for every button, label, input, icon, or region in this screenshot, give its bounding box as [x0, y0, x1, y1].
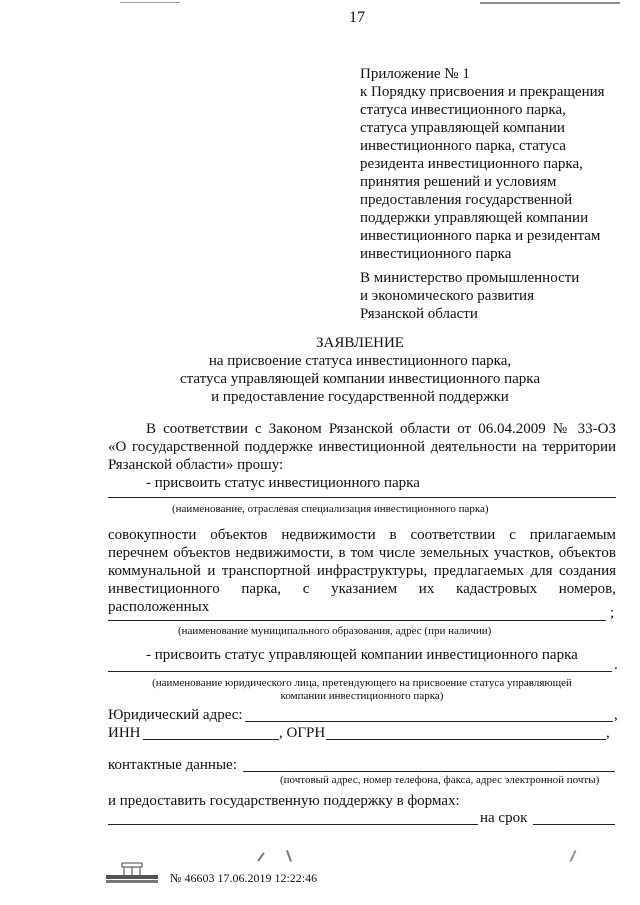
addressee-line: и экономического развития [360, 288, 534, 304]
comma: , [614, 707, 618, 723]
heading-line: и предоставление государственной поддержки [211, 389, 509, 405]
dot: . [614, 657, 618, 673]
contacts-label: контактные данные: [108, 757, 237, 773]
scan-artifact [120, 2, 180, 3]
located-label: расположенных [108, 599, 210, 615]
company-name-field[interactable] [108, 671, 612, 672]
paragraph-line: перечнем объектов недвижимости, в том числе земельных участков, объектов [108, 545, 616, 561]
ogrn-field[interactable] [326, 739, 606, 740]
inn-label: ИНН [108, 725, 141, 741]
appendix-line: к Порядку присвоения и прекращения [360, 84, 605, 100]
contacts-field[interactable] [243, 771, 615, 772]
appendix-line: резидента инвестиционного парка, [360, 156, 583, 172]
document-title: ЗАЯВЛЕНИЕ [316, 335, 404, 351]
caption-company: компании инвестиционного парка) [280, 690, 444, 702]
caption-municipality: (наименование муниципального образования, адрес (при наличии) [178, 625, 492, 637]
intro-line: Рязанской области» прошу: [108, 457, 284, 473]
appendix-line: инвестиционного парка, статуса [360, 138, 566, 154]
inn-field[interactable] [143, 739, 279, 740]
caption-contacts: (почтовый адрес, номер телефона, факса, адрес электронной почты) [280, 774, 600, 786]
intro-line: «О государственной поддержке инвестиционной деятельности на территории [108, 439, 616, 455]
ogrn-label: , ОГРН [279, 725, 326, 741]
paragraph-line: коммунальной и транспортной инфраструктуры, предлагаемых для создания [108, 563, 616, 579]
addressee-line: Рязанской области [360, 306, 478, 322]
registry-logo [104, 862, 160, 884]
legal-address-field[interactable] [245, 721, 613, 722]
park-name-field[interactable] [108, 497, 616, 498]
paragraph-line: совокупности объектов недвижимости в соответствии с прилагаемым [108, 527, 616, 543]
support-text: и предоставить государственную поддержку в формах: [108, 793, 460, 809]
legal-address-label: Юридический адрес: [108, 707, 243, 723]
item-park-status: - присвоить статус инвестиционного парка [146, 475, 420, 491]
heading-line: на присвоение статуса инвестиционного парка, [208, 353, 512, 369]
intro-line: В соответствии с Законом Рязанской области от 06.04.2009 № 33-ОЗ [146, 421, 616, 437]
appendix-line: принятия решений и условиям [360, 174, 557, 190]
scan-artifact [286, 850, 292, 862]
appendix-line: поддержки управляющей компании [360, 210, 589, 226]
term-field[interactable] [533, 824, 615, 825]
municipality-field[interactable] [108, 620, 606, 621]
page-number: 17 [349, 9, 365, 26]
appendix-line: инвестиционного парка [360, 246, 512, 262]
caption-company: (наименование юридического лица, претендующего на присвоение статуса управляющей [152, 677, 572, 689]
scan-artifact [480, 2, 620, 4]
appendix-line: статуса инвестиционного парка, [360, 102, 566, 118]
appendix-title: Приложение № 1 [360, 66, 470, 82]
registration-stamp: № 46603 17.06.2019 12:22:46 [170, 871, 318, 885]
term-label: на срок [480, 810, 528, 826]
comma: , [606, 725, 610, 741]
scan-artifact [570, 850, 577, 862]
appendix-line: статуса управляющей компании [360, 120, 565, 136]
building-icon [104, 862, 160, 884]
support-forms-field[interactable] [108, 824, 478, 825]
paragraph-line: инвестиционного парка, с указанием их кадастровых номеров, [108, 581, 616, 597]
heading-line: статуса управляющей компании инвестиционного парка [179, 371, 541, 387]
addressee-line: В министерство промышленности [360, 270, 580, 286]
appendix-line: инвестиционного парка и резидентам [360, 228, 601, 244]
item-company-status: - присвоить статус управляющей компании инвестиционного парка [146, 647, 578, 663]
semicolon: ; [610, 605, 615, 621]
scan-artifact [257, 852, 264, 861]
appendix-line: предоставления государственной [360, 192, 573, 208]
caption-park-name: (наименование, отраслевая специализация инвестиционного парка) [172, 503, 489, 515]
